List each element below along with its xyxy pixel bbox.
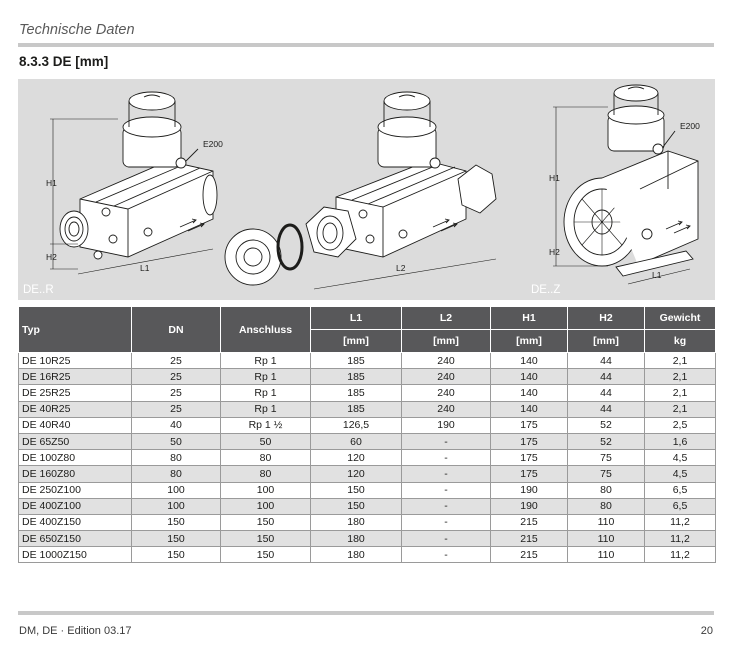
cell-l2: 190 xyxy=(402,417,491,433)
cell-gewicht: 11,2 xyxy=(645,547,716,563)
cell-l2: - xyxy=(402,482,491,498)
cell-typ: DE 400Z150 xyxy=(19,514,132,530)
cell-anschluss: 50 xyxy=(221,433,311,449)
table-row xyxy=(19,450,716,466)
figure-caption-de-r: DE..R xyxy=(23,284,54,296)
label-h1-right: H1 xyxy=(549,173,560,183)
meter-union-drawing xyxy=(225,92,496,289)
cell-l2: - xyxy=(402,450,491,466)
label-h2-right: H2 xyxy=(549,247,560,257)
header-l1: L1 xyxy=(311,307,402,330)
cell-l2: - xyxy=(402,531,491,547)
cell-anschluss: Rp 1 xyxy=(221,353,311,369)
footer-divider xyxy=(18,611,714,615)
cell-l1: 185 xyxy=(311,353,402,369)
cell-l1: 150 xyxy=(311,498,402,514)
page-header-title: Technische Daten xyxy=(19,22,135,38)
cell-l2: 240 xyxy=(402,353,491,369)
cell-anschluss: Rp 1 ½ xyxy=(221,417,311,433)
header-gewicht: Gewicht xyxy=(645,307,716,330)
technical-data-table-wrapper xyxy=(18,306,715,563)
cell-h2: 75 xyxy=(568,450,645,466)
footer-edition: DM, DE · Edition 03.17 xyxy=(19,625,132,637)
technical-drawing xyxy=(18,79,715,300)
cell-dn: 25 xyxy=(132,401,221,417)
table-row xyxy=(19,385,716,401)
cell-h1: 190 xyxy=(491,482,568,498)
cell-gewicht: 2,5 xyxy=(645,417,716,433)
label-l1-left: L1 xyxy=(140,263,150,273)
cell-h1: 140 xyxy=(491,369,568,385)
cell-typ: DE 650Z150 xyxy=(19,531,132,547)
cell-l2: - xyxy=(402,547,491,563)
cell-gewicht: 2,1 xyxy=(645,353,716,369)
table-row xyxy=(19,498,716,514)
table-row xyxy=(19,482,716,498)
label-e200-right: E200 xyxy=(680,121,700,131)
cell-gewicht: 4,5 xyxy=(645,466,716,482)
cell-anschluss: 150 xyxy=(221,531,311,547)
cell-gewicht: 11,2 xyxy=(645,514,716,530)
cell-l1: 150 xyxy=(311,482,402,498)
table-row xyxy=(19,531,716,547)
cell-h2: 110 xyxy=(568,531,645,547)
cell-gewicht: 6,5 xyxy=(645,498,716,514)
figure-caption-de-z: DE..Z xyxy=(531,284,561,296)
header-l2: L2 xyxy=(402,307,491,330)
header-h1: H1 xyxy=(491,307,568,330)
cell-gewicht: 1,6 xyxy=(645,433,716,449)
cell-l2: 240 xyxy=(402,369,491,385)
table-row xyxy=(19,466,716,482)
cell-h1: 175 xyxy=(491,466,568,482)
cell-dn: 50 xyxy=(132,433,221,449)
label-l1-right: L1 xyxy=(652,270,662,280)
cell-typ: DE 100Z80 xyxy=(19,450,132,466)
cell-dn: 150 xyxy=(132,547,221,563)
cell-l1: 120 xyxy=(311,450,402,466)
cell-anschluss: 150 xyxy=(221,514,311,530)
cell-l1: 60 xyxy=(311,433,402,449)
cell-l1: 180 xyxy=(311,514,402,530)
table-row xyxy=(19,369,716,385)
label-h1-left: H1 xyxy=(46,178,57,188)
cell-l1: 180 xyxy=(311,531,402,547)
cell-typ: DE 16R25 xyxy=(19,369,132,385)
cell-anschluss: Rp 1 xyxy=(221,385,311,401)
header-anschluss: Anschluss xyxy=(221,307,311,353)
cell-h1: 175 xyxy=(491,450,568,466)
cell-anschluss: Rp 1 xyxy=(221,369,311,385)
header-h2: H2 xyxy=(568,307,645,330)
cell-l1: 180 xyxy=(311,547,402,563)
header-dn: DN xyxy=(132,307,221,353)
cell-dn: 150 xyxy=(132,514,221,530)
cell-anschluss: 100 xyxy=(221,498,311,514)
cell-anschluss: 100 xyxy=(221,482,311,498)
cell-typ: DE 400Z100 xyxy=(19,498,132,514)
table-row xyxy=(19,514,716,530)
cell-h1: 215 xyxy=(491,531,568,547)
cell-typ: DE 10R25 xyxy=(19,353,132,369)
cell-l2: - xyxy=(402,514,491,530)
technical-data-table xyxy=(18,306,716,563)
cell-h1: 140 xyxy=(491,353,568,369)
cell-gewicht: 4,5 xyxy=(645,450,716,466)
cell-h1: 175 xyxy=(491,417,568,433)
cell-typ: DE 40R25 xyxy=(19,401,132,417)
section-heading: 8.3.3 DE [mm] xyxy=(19,54,109,69)
cell-gewicht: 6,5 xyxy=(645,482,716,498)
cell-gewicht: 11,2 xyxy=(645,531,716,547)
label-e200-left: E200 xyxy=(203,139,223,149)
cell-dn: 25 xyxy=(132,353,221,369)
cell-gewicht: 2,1 xyxy=(645,369,716,385)
meter-de-z-drawing xyxy=(553,85,698,284)
cell-l2: - xyxy=(402,498,491,514)
cell-h1: 140 xyxy=(491,401,568,417)
cell-l1: 185 xyxy=(311,401,402,417)
cell-anschluss: Rp 1 xyxy=(221,401,311,417)
cell-h2: 110 xyxy=(568,547,645,563)
unit-l2: [mm] xyxy=(402,330,491,353)
cell-typ: DE 65Z50 xyxy=(19,433,132,449)
cell-gewicht: 2,1 xyxy=(645,385,716,401)
cell-h2: 110 xyxy=(568,514,645,530)
unit-h1: [mm] xyxy=(491,330,568,353)
cell-h2: 80 xyxy=(568,498,645,514)
cell-typ: DE 160Z80 xyxy=(19,466,132,482)
header-divider xyxy=(18,43,714,47)
cell-typ: DE 25R25 xyxy=(19,385,132,401)
unit-l1: [mm] xyxy=(311,330,402,353)
cell-l2: 240 xyxy=(402,401,491,417)
cell-dn: 100 xyxy=(132,482,221,498)
label-h2-left: H2 xyxy=(46,252,57,262)
cell-l2: - xyxy=(402,466,491,482)
cell-dn: 100 xyxy=(132,498,221,514)
cell-h1: 190 xyxy=(491,498,568,514)
cell-dn: 150 xyxy=(132,531,221,547)
cell-dn: 40 xyxy=(132,417,221,433)
cell-h1: 175 xyxy=(491,433,568,449)
table-row xyxy=(19,401,716,417)
cell-anschluss: 80 xyxy=(221,450,311,466)
cell-anschluss: 80 xyxy=(221,466,311,482)
cell-h2: 52 xyxy=(568,433,645,449)
header-typ: Typ xyxy=(19,307,132,353)
cell-h2: 44 xyxy=(568,401,645,417)
page-number: 20 xyxy=(700,625,713,637)
cell-h2: 44 xyxy=(568,385,645,401)
cell-dn: 80 xyxy=(132,466,221,482)
cell-l1: 185 xyxy=(311,369,402,385)
cell-gewicht: 2,1 xyxy=(645,401,716,417)
cell-h1: 215 xyxy=(491,514,568,530)
cell-h2: 80 xyxy=(568,482,645,498)
cell-l1: 120 xyxy=(311,466,402,482)
cell-l1: 185 xyxy=(311,385,402,401)
table-row xyxy=(19,417,716,433)
cell-l2: 240 xyxy=(402,385,491,401)
table-row xyxy=(19,353,716,369)
cell-h2: 44 xyxy=(568,369,645,385)
table-row xyxy=(19,433,716,449)
meter-de-r-drawing xyxy=(50,92,217,274)
cell-typ: DE 1000Z150 xyxy=(19,547,132,563)
cell-anschluss: 150 xyxy=(221,547,311,563)
cell-h1: 140 xyxy=(491,385,568,401)
cell-l1: 126,5 xyxy=(311,417,402,433)
cell-h1: 215 xyxy=(491,547,568,563)
cell-typ: DE 250Z100 xyxy=(19,482,132,498)
cell-dn: 25 xyxy=(132,369,221,385)
table-row xyxy=(19,547,716,563)
cell-h2: 52 xyxy=(568,417,645,433)
cell-typ: DE 40R40 xyxy=(19,417,132,433)
unit-h2: [mm] xyxy=(568,330,645,353)
technical-drawing-figure xyxy=(18,79,715,300)
unit-gewicht: kg xyxy=(645,330,716,353)
cell-h2: 75 xyxy=(568,466,645,482)
cell-l2: - xyxy=(402,433,491,449)
cell-h2: 44 xyxy=(568,353,645,369)
label-l2-middle: L2 xyxy=(396,263,406,273)
cell-dn: 25 xyxy=(132,385,221,401)
cell-dn: 80 xyxy=(132,450,221,466)
